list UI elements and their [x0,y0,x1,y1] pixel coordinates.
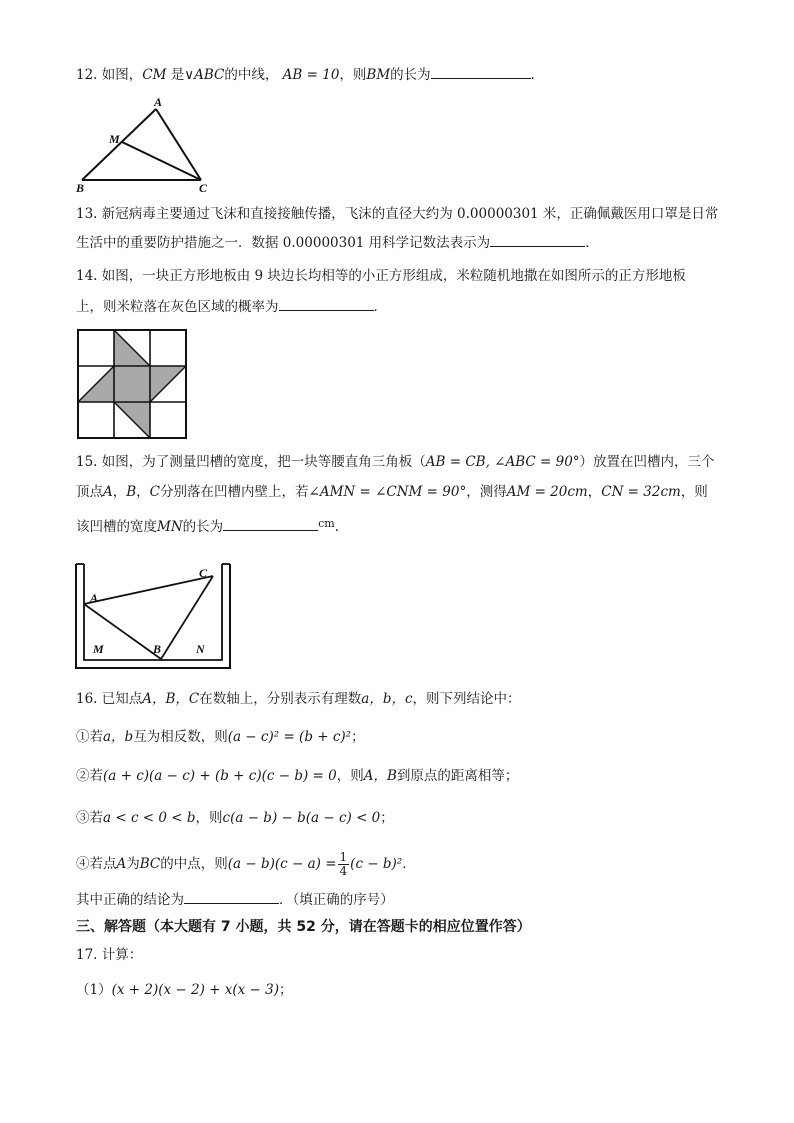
q16-statement-3: ③若a < c < 0 < b，则c(a − b) − b(a − c) < 0； [76,810,394,826]
q15-line2: 顶点A，B，C分别落在凹槽内壁上，若∠AMN = ∠CNM = 90°，测得AM = 20cm，CN = 32cm，则 [76,484,708,500]
floor-grid-figure [76,328,188,440]
q16-statement-4: ④若点A为BC的中点，则(a − b)(c − a) = $\frac{1}{4}$ (c − b)²． [76,850,416,878]
q16-statement-1: ①若a，b互为相反数，则(a − c)² = (b + c)²； [76,729,365,745]
label-M: M [109,132,120,146]
q17-title: 17. 计算： [76,947,143,963]
triangle-abc-figure [74,96,224,196]
fraction-one-quarter: $\frac{1}{4}$ [339,850,348,878]
groove-figure [74,560,234,672]
answer-blank-15[interactable] [223,516,318,531]
q15-line1: 15. 如图，为了测量凹槽的宽度，把一块等腰直角三角板（AB = CB, ∠ABC = 90°）放置在凹槽内，三个 [76,454,715,470]
q15-line3: 该凹槽的宽度MN的长为 $^{cm}$． [76,517,349,535]
q16-intro: 16. 已知点A，B，C在数轴上，分别表示有理数a，b，c，则下列结论中： [76,691,521,707]
label-B: B [153,642,162,656]
q14-line2: 上，则米粒落在灰色区域的概率为 ． [76,296,387,317]
answer-blank-14[interactable] [279,296,374,311]
label-C: C [199,181,208,195]
label-C: C [199,566,208,580]
label-A: A [90,591,99,605]
q17-part-1: （1）(x + 2)(x − 2) + x(x − 3)； [76,982,293,998]
answer-blank-12[interactable] [431,64,531,79]
q13-line2: 生活中的重要防护措施之一．数据 0.00000301 用科学记数法表示为 ． [76,232,599,253]
label-B: B [76,181,85,195]
q12-line: 12. 如图，CM 是∨ABC的中线， AB = 10，则BM的长为 ． [76,64,544,85]
answer-blank-13[interactable] [490,232,585,247]
label-M: M [93,642,104,656]
q13-line1: 13. 新冠病毒主要通过飞沫和直接接触传播，飞沫的直径大约为 0.00000301 米，正确佩戴医用口罩是日常 [76,206,719,222]
label-N: N [196,642,205,656]
q16-conclusion: 其中正确的结论为 ．（填正确的序号） [76,889,394,910]
answer-blank-16[interactable] [184,889,279,904]
q16-statement-2: ②若(a + c)(a − c) + (b + c)(c − b) = 0，则A，B到原点的距离相等； [76,768,519,784]
section-title: 三、解答题（本大题有 7 小题，共 52 分，请在答题卡的相应位置作答） [76,919,531,935]
label-A: A [154,96,163,109]
q14-line1: 14. 如图，一块正方形地板由 9 块边长均相等的小正方形组成，米粒随机地撒在如图所示的正方形地板 [76,268,686,284]
